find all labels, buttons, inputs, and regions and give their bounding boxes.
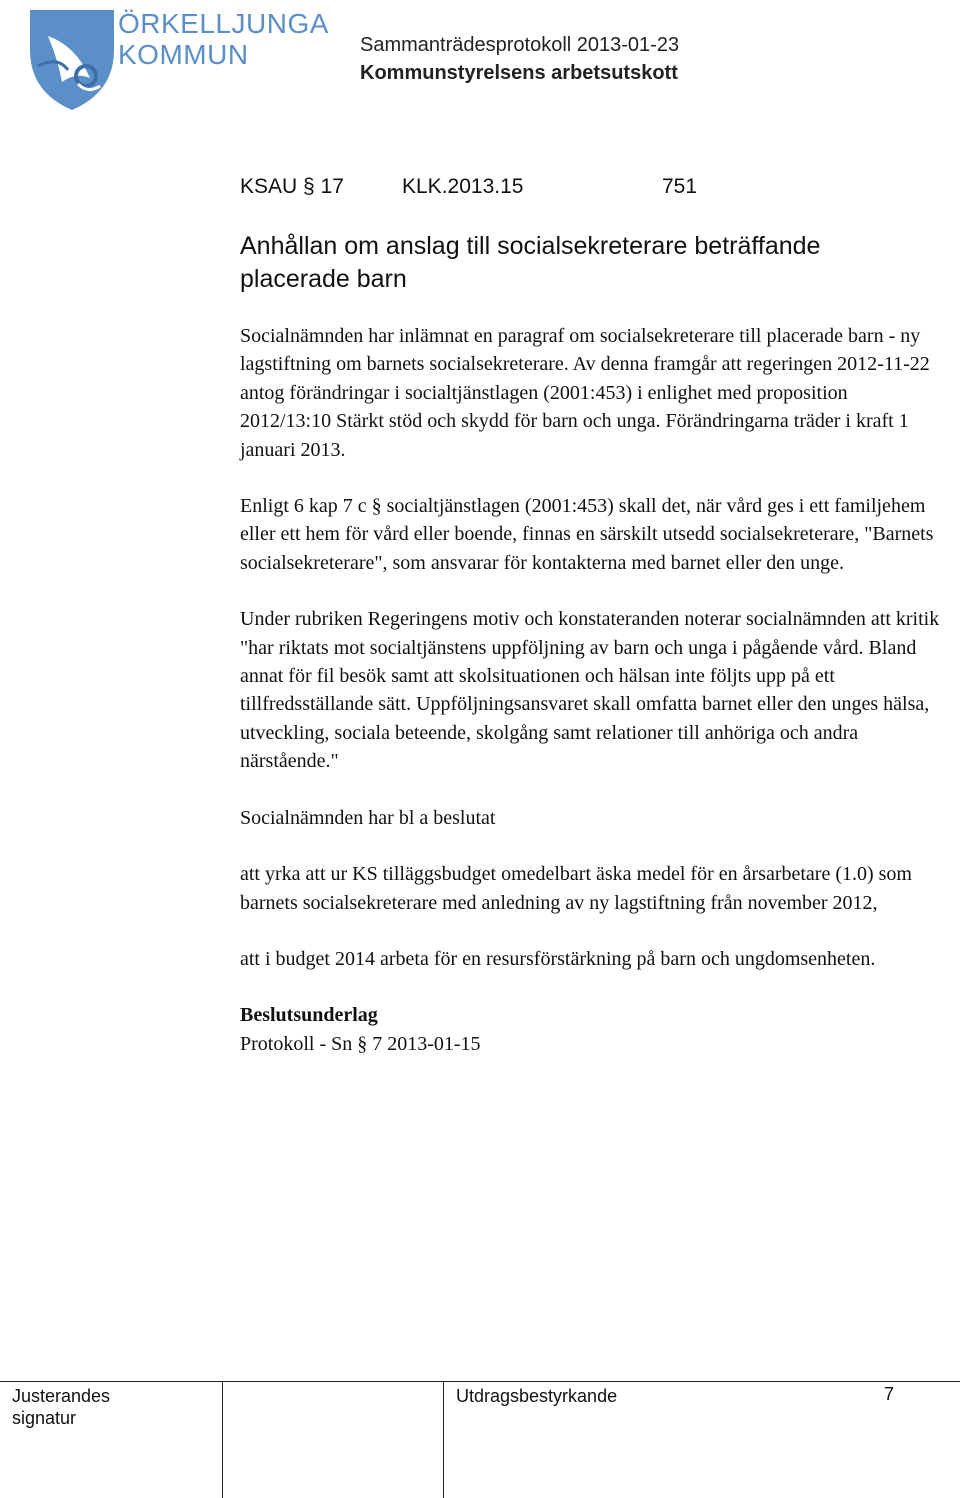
protocol-title: Sammanträdesprotokoll 2013-01-23 — [360, 34, 680, 56]
klk-reference: KLK.2013.15 — [402, 175, 524, 198]
page-footer — [0, 1381, 960, 1498]
case-number: 751 — [662, 175, 698, 198]
paragraph-law: Enligt 6 kap 7 c § socialtjänstlagen (2001:453) skall det, när vård ges i ett familjehem eller ett hem för vård eller boende, finnas en särskilt utsedd socialsekreterare, "Barnets socialsekreterare", som ansvarar för kontakterna med barnet eller den unge. — [240, 495, 934, 574]
footer-column-divider — [443, 1381, 444, 1498]
justerandes-signatur-label: Justerandes signatur — [12, 1386, 111, 1428]
footer-divider — [0, 1381, 960, 1382]
paragraph-decision-1: att yrka att ur KS tilläggsbudget omedelbart äska medel för en årsarbetare (1.0) som barnets socialsekreterare med anledning av ny lagstiftning från november 2012, — [240, 863, 912, 914]
municipality-logo-icon — [18, 6, 128, 114]
utdragsbestyrkande-label: Utdragsbestyrkande — [456, 1386, 618, 1406]
paragraph-decision-2: att i budget 2014 arbeta för en resursförstärkning på barn och ungdomsenheten. — [240, 947, 876, 970]
logo-name-line1: ÖRKELLJUNGA — [118, 8, 329, 39]
logo-name-line2: KOMMUN — [118, 39, 249, 70]
paragraph-decision-intro: Socialnämnden har bl a beslutat — [240, 806, 496, 829]
paragraph-background: Socialnämnden har inlämnat en paragraf om socialsekreterare till placerade barn - ny lagstiftning om barnets socialsekreterare. Av denna framgår att regeringen 2012-11-22 antog förändringar i socialtjänstlagen (2001:453) i enlighet med proposition 2012/13:10 Stärkt stöd och skydd för barn och unga. Förändringarna träder i kraft 1 januari 2013. — [240, 325, 930, 461]
paragraph-motives: Under rubriken Regeringens motiv och konstateranden noterar socialnämnden att kritik "har riktats mot socialtjänstens uppföljning av barn och unga i pågående vård. Bland annat för fil besök samt att skolsituationen och hälsan inte följts upp på ett tillfredsställande sätt. Uppföljningsansvaret skall omfatta barnet eller den unges hälsa, utveckling, sociala beteende, skolgång samt relationer till anhöriga och andra närstående." — [240, 608, 940, 773]
case-reference-line — [240, 175, 940, 203]
logo-name — [118, 8, 329, 70]
page-number: 7 — [884, 1384, 895, 1404]
beslutsunderlag-item: Protokoll - Sn § 7 2013-01-15 — [240, 1032, 481, 1055]
beslutsunderlag-heading: Beslutsunderlag — [240, 1004, 378, 1027]
ksau-paragraph: KSAU § 17 — [240, 175, 344, 198]
committee-name: Kommunstyrelsens arbetsutskott — [360, 62, 678, 84]
footer-column-divider — [222, 1381, 223, 1498]
document-heading: Anhållan om anslag till socialsekreterare beträffande placerade barn — [240, 232, 821, 293]
document-body — [240, 322, 940, 1058]
